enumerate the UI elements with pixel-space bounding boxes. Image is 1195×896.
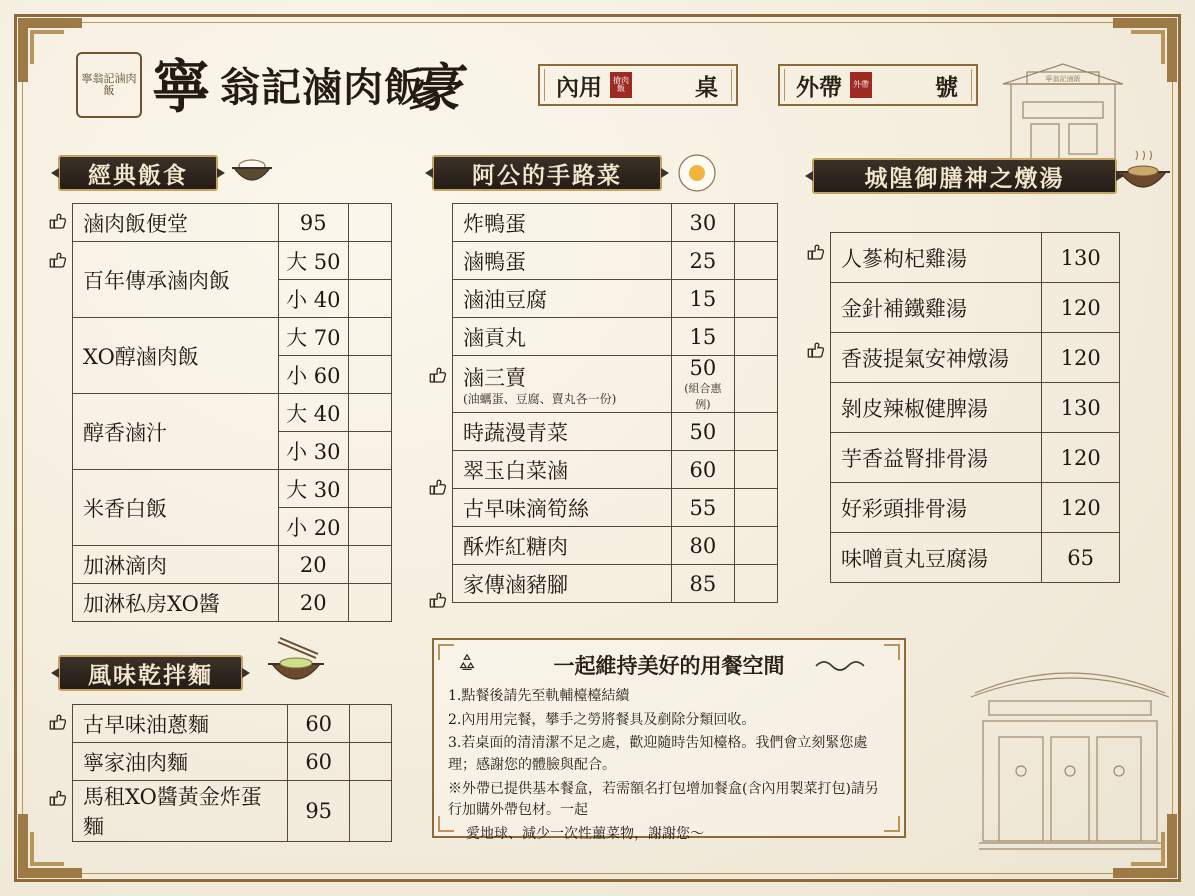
- item-name: 米香白飯: [73, 470, 279, 546]
- table-dishes: [452, 203, 778, 603]
- item-qty-cell[interactable]: [350, 705, 392, 743]
- item-qty-cell[interactable]: [735, 204, 778, 242]
- item-size-price: 小 60: [278, 356, 348, 394]
- item-name: 時蔬漫青菜: [453, 413, 672, 451]
- table-row[interactable]: [453, 527, 778, 565]
- table-row[interactable]: [453, 242, 778, 280]
- noodle-bowl-icon: [258, 636, 334, 694]
- table-row[interactable]: [73, 546, 392, 584]
- item-price: 80: [671, 527, 734, 565]
- item-qty-cell[interactable]: [348, 394, 391, 432]
- item-name: 滷肉飯便堂: [73, 204, 279, 242]
- item-name: 加淋滴肉: [73, 546, 279, 584]
- section-title-rice: 經典飯食: [58, 155, 218, 191]
- item-name: 滷鴨蛋: [453, 242, 672, 280]
- item-price: 15: [671, 318, 734, 356]
- recommended-thumb-icon: [428, 590, 450, 612]
- item-name: XO醇滷肉飯: [73, 318, 279, 394]
- recommended-thumb-icon: [48, 712, 70, 734]
- item-price: 50: [671, 413, 734, 451]
- table-row[interactable]: [831, 433, 1120, 483]
- table-row[interactable]: [831, 483, 1120, 533]
- item-qty-cell[interactable]: [735, 489, 778, 527]
- item-qty-cell[interactable]: [735, 242, 778, 280]
- recommended-thumb-icon: [428, 365, 450, 387]
- notice-line-3: 3.若桌面的清清潔不足之處，歡迎隨時吿知檯格。我們會立刻緊您處理；感謝您的體臉與配合。: [448, 735, 868, 774]
- item-name: 好彩頭排骨湯: [831, 483, 1042, 533]
- brand-name-main: 翁記滷肉飯: [220, 64, 425, 111]
- item-name: 味噌貢丸豆腐湯: [831, 533, 1042, 583]
- dine-in-label: 內用: [556, 73, 602, 101]
- dine-in-unit: 桌: [695, 73, 718, 101]
- recommended-thumb-icon: [428, 477, 450, 499]
- item-price: 85: [671, 565, 734, 603]
- item-price: 95: [288, 781, 350, 842]
- table-row[interactable]: [73, 743, 392, 781]
- section-title-dishes: 阿公的手路菜: [432, 155, 662, 191]
- item-price: 120: [1042, 333, 1120, 383]
- item-qty-cell[interactable]: [348, 432, 391, 470]
- item-qty-cell[interactable]: [735, 280, 778, 318]
- table-row[interactable]: [73, 584, 392, 622]
- item-price: 120: [1042, 483, 1120, 533]
- item-price: 30: [671, 204, 734, 242]
- take-out-unit: 號: [935, 73, 958, 101]
- item-size-price: 小 40: [278, 280, 348, 318]
- item-price: 65: [1042, 533, 1120, 583]
- rice-bowl-icon: [228, 150, 276, 190]
- table-row[interactable]: [73, 470, 392, 508]
- item-name-note: (油蠣蛋、豆腐、賣丸各一份): [463, 391, 617, 406]
- item-name: 人蔘枸杞雞湯: [831, 233, 1042, 283]
- item-name: 剝皮辣椒健脾湯: [831, 383, 1042, 433]
- item-price: 60: [288, 743, 350, 781]
- item-price: 55: [671, 489, 734, 527]
- item-price: 20: [278, 546, 348, 584]
- table-noodles: [72, 704, 392, 842]
- item-name: 炸鴨蛋: [453, 204, 672, 242]
- item-name: 滷貢丸: [453, 318, 672, 356]
- corner-accent-top-right: [1131, 30, 1165, 64]
- item-price-text: 50: [689, 356, 717, 380]
- item-name: 金針補鐵雞湯: [831, 283, 1042, 333]
- logo-seal: 寧翁記滷肉飯: [76, 52, 142, 118]
- header: [60, 42, 1135, 127]
- item-name: 芋香益腎排骨湯: [831, 433, 1042, 483]
- item-name-text: 滷三賣: [463, 365, 526, 390]
- item-price: 120: [1042, 433, 1120, 483]
- notice-line-2: 2.內用用完餐，攀手之勞將餐具及剷除分類回收。: [448, 711, 756, 728]
- item-name: 寧家油肉麵: [73, 743, 288, 781]
- item-name: 滷油豆腐: [453, 280, 672, 318]
- item-name: 酥炸紅糖肉: [453, 527, 672, 565]
- table-row[interactable]: [831, 383, 1120, 433]
- table-row[interactable]: [453, 280, 778, 318]
- table-row[interactable]: [73, 204, 392, 242]
- table-row[interactable]: [831, 283, 1120, 333]
- item-price: 130: [1042, 383, 1120, 433]
- notice-body: [448, 686, 892, 848]
- item-qty-cell[interactable]: [348, 584, 391, 622]
- item-qty-cell[interactable]: [735, 318, 778, 356]
- notice-line-4: ※外帶已提供基本餐盒，若需額名打包增加餐盒(含內用製菜打包)請另行加購外帶包材。一起: [448, 780, 879, 819]
- table-row[interactable]: [73, 705, 392, 743]
- take-out-label: 外帶: [796, 73, 842, 101]
- corner-accent-top-left: [30, 30, 64, 64]
- item-price: 60: [671, 451, 734, 489]
- item-qty-cell[interactable]: [348, 470, 391, 508]
- dine-in-stamp-icon: 搶肉飯: [610, 72, 632, 98]
- brand-name-suffix: 豪: [408, 58, 461, 119]
- item-price: 15: [671, 280, 734, 318]
- item-qty-cell[interactable]: [348, 242, 391, 280]
- item-price: 95: [278, 204, 348, 242]
- recommended-thumb-icon: [48, 788, 70, 810]
- item-name: 古早味滴筍絲: [453, 489, 672, 527]
- take-out-box[interactable]: [778, 64, 978, 106]
- item-name: 加淋私房XO醬: [73, 584, 279, 622]
- item-name: [453, 356, 672, 413]
- table-row[interactable]: [453, 318, 778, 356]
- item-qty-cell[interactable]: [735, 413, 778, 451]
- corner-accent-bottom-left: [30, 832, 64, 866]
- item-name: 百年傳承滷肉飯: [73, 242, 279, 318]
- notice-line-5: 愛地球、減少一次性蘁菜物，謝謝您～: [466, 826, 704, 843]
- recommended-thumb-icon: [48, 211, 70, 233]
- notice-title: 一起維持美好的用餐空間: [553, 653, 785, 678]
- item-price: 20: [278, 584, 348, 622]
- table-row[interactable]: [831, 533, 1120, 583]
- soup-pot-icon: [1110, 150, 1176, 206]
- recommended-thumb-icon: [48, 250, 70, 272]
- brand-name-primary: 寧: [152, 53, 211, 121]
- recommended-thumb-icon: [806, 340, 828, 362]
- item-qty-cell[interactable]: [348, 546, 391, 584]
- dine-in-box[interactable]: [538, 64, 738, 106]
- table-row[interactable]: [73, 318, 392, 356]
- notice-line-1: 1.點餐後請先至軌輔檯檯結續: [448, 688, 630, 704]
- item-size-price: 小 30: [278, 432, 348, 470]
- item-qty-cell[interactable]: [735, 451, 778, 489]
- item-size-price: 大 70: [278, 318, 348, 356]
- item-name: 馬租XO醬黃金炸蛋麵: [73, 781, 288, 842]
- item-size-price: 大 30: [278, 470, 348, 508]
- table-row[interactable]: [453, 451, 778, 489]
- egg-icon: [676, 152, 718, 194]
- table-row[interactable]: [453, 356, 778, 413]
- notice-panel: [432, 638, 906, 843]
- item-name: 翠玉白菜滷: [453, 451, 672, 489]
- table-row[interactable]: [73, 394, 392, 432]
- item-name: 醇香滷汁: [73, 394, 279, 470]
- corner-accent-bottom-right: [1131, 832, 1165, 866]
- table-row[interactable]: [453, 489, 778, 527]
- table-row[interactable]: [453, 565, 778, 603]
- svg-text:寧翁記滷飯: 寧翁記滷飯: [1045, 75, 1081, 83]
- table-row[interactable]: [831, 233, 1120, 283]
- item-price-note: (組合惠例): [684, 382, 722, 411]
- table-soups: [830, 232, 1120, 583]
- table-row[interactable]: [831, 333, 1120, 383]
- item-price: 130: [1042, 233, 1120, 283]
- item-size-price: 大 40: [278, 394, 348, 432]
- table-row[interactable]: [453, 413, 778, 451]
- item-qty-cell[interactable]: [735, 565, 778, 603]
- item-price: 120: [1042, 283, 1120, 333]
- table-row[interactable]: [453, 204, 778, 242]
- item-qty-cell[interactable]: [350, 781, 392, 842]
- item-price: 25: [671, 242, 734, 280]
- item-name: 香菠提氣安神燉湯: [831, 333, 1042, 383]
- wave-ornament-icon: [814, 656, 868, 672]
- item-qty-cell[interactable]: [348, 508, 391, 546]
- item-name: 古早味油蔥麵: [73, 705, 288, 743]
- table-row[interactable]: [73, 781, 392, 842]
- section-title-noodles: 風味乾拌麵: [58, 655, 243, 691]
- table-rice: [72, 203, 392, 622]
- item-price: [671, 356, 734, 413]
- item-size-price: 小 20: [278, 508, 348, 546]
- item-qty-cell[interactable]: [348, 204, 391, 242]
- section-title-soups: 城隍御膳神之燉湯: [812, 158, 1117, 194]
- item-qty-cell[interactable]: [735, 356, 778, 413]
- item-qty-cell[interactable]: [348, 318, 391, 356]
- recommended-thumb-icon: [806, 242, 828, 264]
- item-qty-cell[interactable]: [348, 356, 391, 394]
- table-row[interactable]: [73, 242, 392, 280]
- shop-storefront-illustration: [997, 58, 1127, 174]
- item-price: 60: [288, 705, 350, 743]
- item-size-price: 大 50: [278, 242, 348, 280]
- item-qty-cell[interactable]: [735, 527, 778, 565]
- item-name: 家傳滷豬腳: [453, 565, 672, 603]
- take-out-stamp-icon: 外帶: [850, 72, 872, 98]
- item-qty-cell[interactable]: [350, 743, 392, 781]
- item-qty-cell[interactable]: [348, 280, 391, 318]
